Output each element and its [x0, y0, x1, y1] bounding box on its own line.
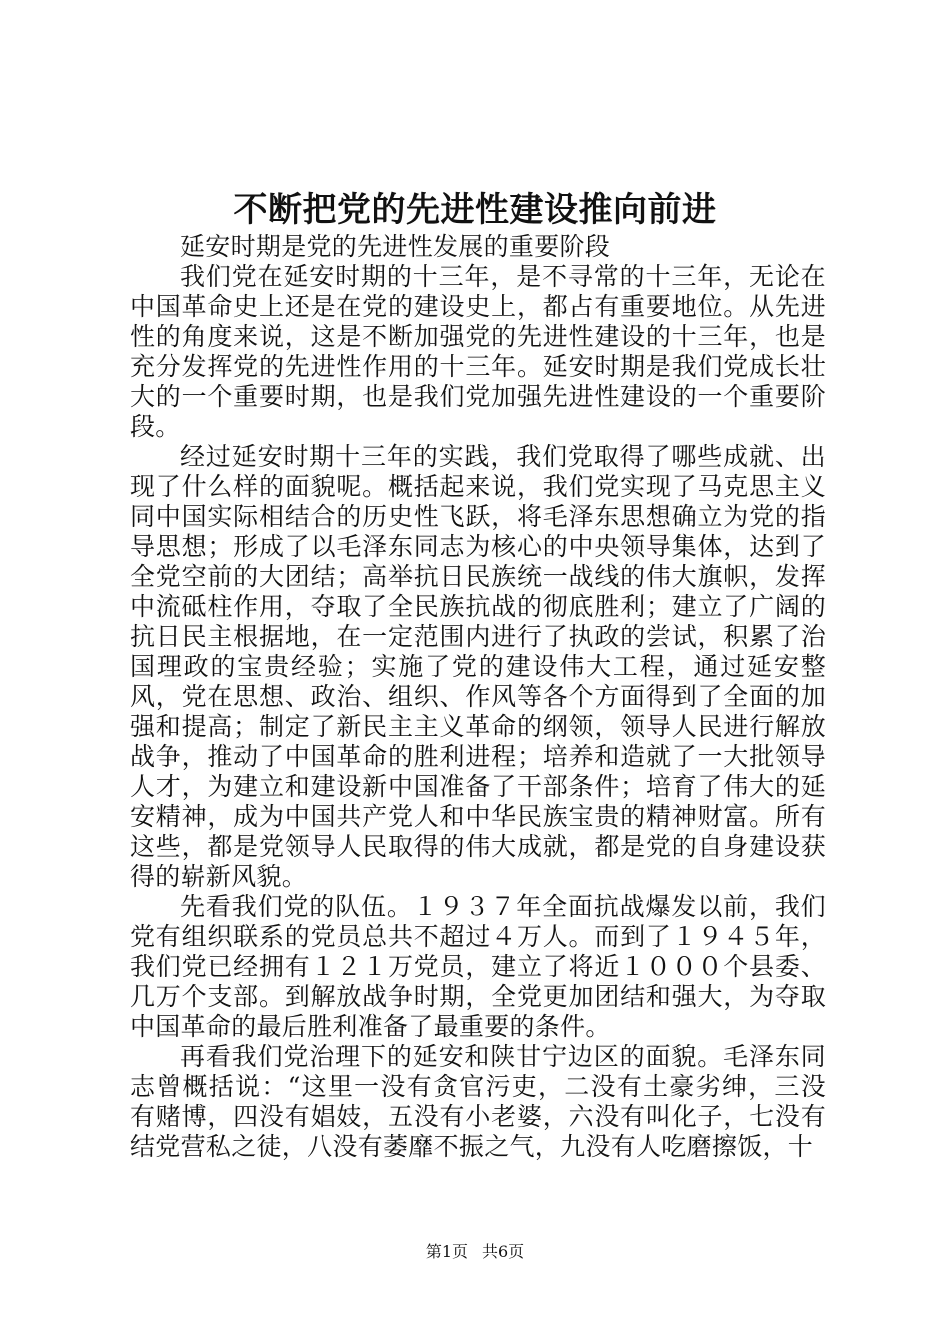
page-number: 第1页	[425, 1242, 468, 1261]
paragraph: 再看我们党治理下的延安和陕甘宁边区的面貌。毛泽东同志曾概括说：“这里一没有贪官污吏，二没有土豪劣绅，三没有赌博，四没有娼妓，五没有小老婆，六没有叫化子，七没有结党营私之徒，八没有萎靡不振之气，九没有人吃磨擦饭，十	[130, 1042, 826, 1161]
page-title: 不断把党的先进性建设推向前进	[233, 190, 717, 230]
page-total: 共6页	[482, 1242, 525, 1261]
document-body	[130, 232, 826, 1162]
paragraph: 我们党在延安时期的十三年，是不寻常的十三年，无论在中国革命史上还是在党的建设史上，都占有重要地位。从先进性的角度来说，这是不断加强党的先进性建设的十三年，也是充分发挥党的先进性作用的十三年。延安时期是我们党成长壮大的一个重要时期，也是我们党加强先进性建设的一个重要阶段。	[130, 262, 826, 441]
paragraph: 经过延安时期十三年的实践，我们党取得了哪些成就、出现了什么样的面貌呢。概括起来说，我们党实现了马克思主义同中国实际相结合的历史性飞跃，将毛泽东思想确立为党的指导思想；形成了以毛泽东同志为核心的中央领导集体，达到了全党空前的大团结；高举抗日民族统一战线的伟大旗帜，发挥中流砥柱作用，夺取了全民族抗战的彻底胜利；建立了广阔的抗日民主根据地，在一定范围内进行了执政的尝试，积累了治国理政的宝贵经验；实施了党的建设伟大工程，通过延安整风，党在思想、政治、组织、作风等各个方面得到了全面的加强和提高；制定了新民主主义革命的纲领，领导人民进行解放战争，推动了中国革命的胜利进程；培养和造就了一大批领导人才，为建立和建设新中国准备了干部条件；培育了伟大的延安精神，成为中国共产党人和中华民族宝贵的精神财富。所有这些，都是党领导人民取得的伟大成就，都是党的自身建设获得的崭新风貌。	[130, 442, 826, 891]
page-footer	[0, 1241, 950, 1263]
paragraph: 先看我们党的队伍。１９３７年全面抗战爆发以前，我们党有组织联系的党员总共不超过４万人。而到了１９４５年，我们党已经拥有１２１万党员，建立了将近１０００个县委、几万个支部。到解放战争时期，全党更加团结和强大，为夺取中国革命的最后胜利准备了最重要的条件。	[130, 892, 826, 1041]
section-subheading: 延安时期是党的先进性发展的重要阶段	[180, 232, 611, 261]
